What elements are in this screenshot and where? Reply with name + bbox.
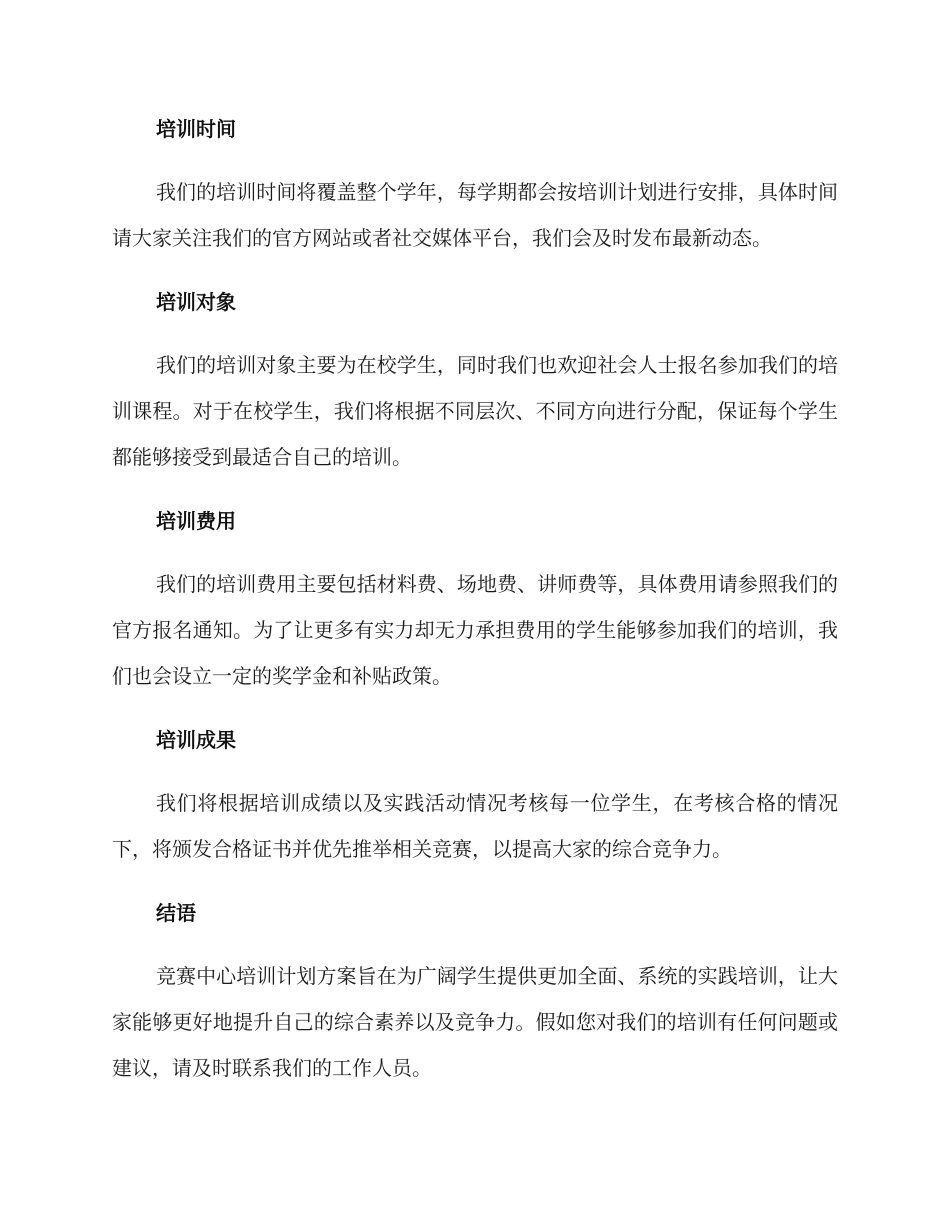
section-paragraph-training-target: 我们的培训对象主要为在校学生，同时我们也欢迎社会人士报名参加我们的培训课程。对于在校学生，我们将根据不同层次、不同方向进行分配，保证每个学生都能够接受到最适合自己的培训。 <box>112 353 838 469</box>
section-heading-training-results: 培训成果 <box>156 728 236 752</box>
section-heading-training-cost: 培训费用 <box>156 509 236 533</box>
section-paragraph-training-cost: 我们的培训费用主要包括材料费、场地费、讲师费等，具体费用请参照我们的官方报名通知。为了让更多有实力却无力承担费用的学生能够参加我们的培训，我们也会设立一定的奖学金和补贴政策。 <box>112 572 838 688</box>
section-paragraph-training-results: 我们将根据培训成绩以及实践活动情况考核每一位学生，在考核合格的情况下，将颁发合格证书并优先推举相关竞赛，以提高大家的综合竞争力。 <box>112 791 838 861</box>
section-heading-training-time: 培训时间 <box>156 117 236 141</box>
section-paragraph-training-time: 我们的培训时间将覆盖整个学年，每学期都会按培训计划进行安排，具体时间请大家关注我们的官方网站或者社交媒体平台，我们会及时发布最新动态。 <box>112 180 838 250</box>
section-heading-conclusion: 结语 <box>156 901 196 925</box>
section-paragraph-conclusion: 竞赛中心培训计划方案旨在为广阔学生提供更加全面、系统的实践培训，让大家能够更好地提升自己的综合素养以及竞争力。假如您对我们的培训有任何问题或建议，请及时联系我们的工作人员。 <box>112 964 838 1080</box>
section-heading-training-target: 培训对象 <box>156 290 236 314</box>
